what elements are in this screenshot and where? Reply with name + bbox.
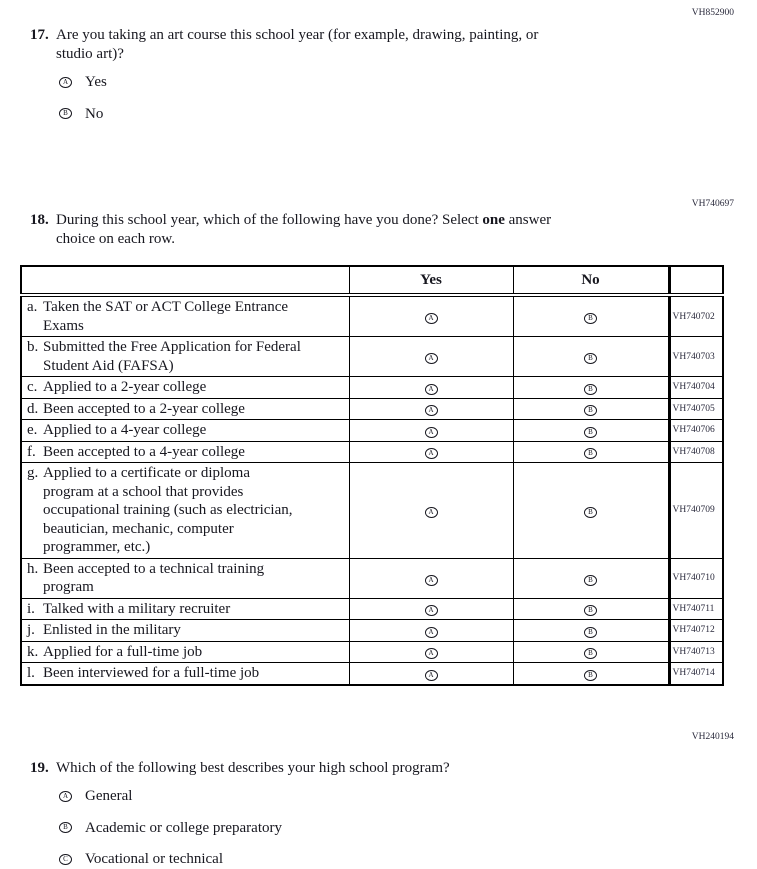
table-row xyxy=(21,641,723,663)
answer-bubble-icon[interactable] xyxy=(59,854,72,865)
answer-option-label: Academic or college preparatory xyxy=(85,819,282,836)
yes-choice-cell xyxy=(349,441,513,463)
row-letter: d. xyxy=(27,400,39,417)
row-item-text: Applied for a full-time job xyxy=(43,643,203,660)
no-choice-cell xyxy=(513,598,669,620)
row-item-code: VH740704 xyxy=(669,377,723,399)
question-18-bold-word: one xyxy=(482,212,505,228)
no-answer-bubble-icon[interactable] xyxy=(584,648,597,659)
no-answer-bubble-icon[interactable] xyxy=(584,670,597,681)
row-letter: j. xyxy=(27,622,35,638)
bubble-letter: A xyxy=(428,354,434,362)
row-item-code: VH740711 xyxy=(669,598,723,620)
code-column-header xyxy=(669,266,723,295)
row-item-cell xyxy=(21,377,349,399)
no-choice-cell xyxy=(513,420,669,442)
no-answer-bubble-icon[interactable] xyxy=(584,575,597,586)
no-answer-bubble-icon[interactable] xyxy=(584,448,597,459)
answer-bubble-icon[interactable] xyxy=(59,791,72,802)
bubble-letter: B xyxy=(588,314,593,322)
no-answer-bubble-icon[interactable] xyxy=(584,405,597,416)
bubble-letter: B xyxy=(588,670,593,679)
answer-bubble-icon[interactable] xyxy=(59,77,72,88)
answer-option xyxy=(59,819,757,838)
row-item-cell xyxy=(21,398,349,420)
yes-column-header: Yes xyxy=(349,266,513,295)
table-row xyxy=(21,420,723,442)
row-item-code: VH740714 xyxy=(669,663,723,685)
no-choice-cell xyxy=(513,398,669,420)
question-18-section xyxy=(0,199,757,686)
table-header-row xyxy=(21,266,723,295)
bubble-letter: C xyxy=(63,854,68,863)
row-item-text: Applied to a certificate or diploma program at a school that provides occupational training (such as electrician, beautician, mechanic, computer programmer, etc.) xyxy=(43,465,293,555)
bubble-letter: B xyxy=(588,449,593,458)
question-19-item-code: VH240194 xyxy=(691,731,734,742)
bubble-letter: B xyxy=(588,427,593,436)
row-item-text: Taken the SAT or ACT College Entrance Exams xyxy=(43,299,289,334)
bubble-letter: B xyxy=(588,606,593,615)
table-row xyxy=(21,337,723,377)
table-row xyxy=(21,295,723,337)
question-17 xyxy=(30,26,757,63)
row-item-text: Applied to a 4-year college xyxy=(43,422,207,438)
no-answer-bubble-icon[interactable] xyxy=(584,384,597,395)
row-item-code: VH740710 xyxy=(669,558,723,598)
yes-answer-bubble-icon[interactable] xyxy=(425,313,438,324)
row-item-text: Been interviewed for a full-time job xyxy=(43,665,260,681)
row-item-code: VH740706 xyxy=(669,420,723,442)
yes-choice-cell xyxy=(349,398,513,420)
row-item-cell xyxy=(21,337,349,377)
bubble-letter: A xyxy=(428,507,434,516)
yes-answer-bubble-icon[interactable] xyxy=(425,670,438,681)
row-letter: a. xyxy=(27,299,38,315)
bubble-letter: A xyxy=(428,427,434,436)
no-choice-cell xyxy=(513,641,669,663)
bubble-letter: B xyxy=(588,507,593,516)
row-item-cell xyxy=(21,420,349,442)
table-row xyxy=(21,663,723,685)
bubble-letter: A xyxy=(428,449,434,458)
bubble-letter: A xyxy=(428,575,434,584)
yes-choice-cell xyxy=(349,641,513,663)
yes-answer-bubble-icon[interactable] xyxy=(425,627,438,638)
row-letter: c. xyxy=(27,379,38,395)
row-item-code: VH740702 xyxy=(669,295,723,337)
yes-answer-bubble-icon[interactable] xyxy=(425,507,438,518)
bubble-letter: A xyxy=(428,384,434,393)
table-row xyxy=(21,377,723,399)
yes-answer-bubble-icon[interactable] xyxy=(425,353,438,364)
question-17-section xyxy=(0,0,757,123)
answer-option-label: Vocational or technical xyxy=(85,851,224,867)
yes-choice-cell xyxy=(349,663,513,685)
answer-option xyxy=(59,105,757,124)
yes-choice-cell xyxy=(349,420,513,442)
row-item-text: Been accepted to a technical training program xyxy=(43,560,265,595)
yes-choice-cell xyxy=(349,295,513,337)
bubble-letter: B xyxy=(588,627,593,636)
no-choice-cell xyxy=(513,295,669,337)
question-18 xyxy=(30,211,757,248)
bubble-letter: A xyxy=(428,649,434,658)
yes-answer-bubble-icon[interactable] xyxy=(425,575,438,586)
question-17-text: Are you taking an art course this school year (for example, drawing, painting, or studio art)? xyxy=(56,27,539,62)
no-answer-bubble-icon[interactable] xyxy=(584,605,597,616)
yes-answer-bubble-icon[interactable] xyxy=(425,405,438,416)
question-19-section xyxy=(0,732,757,869)
question-17-number: 17. xyxy=(30,27,49,43)
yes-choice-cell xyxy=(349,558,513,598)
row-item-code: VH740705 xyxy=(669,398,723,420)
bubble-letter: A xyxy=(428,406,434,415)
yes-choice-cell xyxy=(349,463,513,559)
bubble-letter: A xyxy=(428,606,434,615)
no-choice-cell xyxy=(513,463,669,559)
table-body xyxy=(21,295,723,685)
bubble-letter: B xyxy=(588,406,593,415)
row-letter: b. xyxy=(27,339,39,355)
table-row xyxy=(21,620,723,642)
bubble-letter: A xyxy=(62,791,69,800)
yes-answer-bubble-icon[interactable] xyxy=(425,605,438,616)
row-item-code: VH740712 xyxy=(669,620,723,642)
items-column-header xyxy=(21,266,349,295)
row-item-cell xyxy=(21,463,349,559)
row-item-text: Submitted the Free Application for Federal Student Aid (FAFSA) xyxy=(43,339,301,374)
no-column-header: No xyxy=(513,266,669,295)
row-item-cell xyxy=(21,558,349,598)
question-18-item-code: VH740697 xyxy=(691,199,734,209)
question-19-options xyxy=(59,787,757,869)
table-row xyxy=(21,441,723,463)
row-letter: e. xyxy=(27,422,38,438)
answer-option xyxy=(59,787,757,806)
row-letter: h. xyxy=(27,560,39,577)
yes-answer-bubble-icon[interactable] xyxy=(425,648,438,659)
bubble-letter: B xyxy=(588,354,593,362)
row-item-cell xyxy=(21,620,349,642)
question-19-number: 19. xyxy=(30,759,49,776)
bubble-letter: A xyxy=(428,670,434,679)
question-18-number: 18. xyxy=(30,212,49,228)
row-item-cell xyxy=(21,441,349,463)
question-18-grid-table xyxy=(20,265,724,686)
yes-choice-cell xyxy=(349,620,513,642)
yes-answer-bubble-icon[interactable] xyxy=(425,427,438,438)
bubble-letter: A xyxy=(62,77,69,86)
answer-option-label: Yes xyxy=(85,74,107,90)
bubble-letter: B xyxy=(588,384,593,393)
row-item-cell xyxy=(21,295,349,337)
table-row xyxy=(21,463,723,559)
yes-answer-bubble-icon[interactable] xyxy=(425,384,438,395)
no-choice-cell xyxy=(513,337,669,377)
table-row xyxy=(21,598,723,620)
row-item-cell xyxy=(21,663,349,685)
answer-option-label: General xyxy=(85,788,133,804)
no-answer-bubble-icon[interactable] xyxy=(584,353,597,364)
yes-choice-cell xyxy=(349,598,513,620)
bubble-letter: B xyxy=(588,649,593,658)
row-item-code: VH740709 xyxy=(669,463,723,559)
question-17-item-code: VH852900 xyxy=(691,8,734,18)
question-17-options xyxy=(59,73,757,123)
question-19 xyxy=(30,759,757,778)
table-row xyxy=(21,558,723,598)
row-item-code: VH740703 xyxy=(669,337,723,377)
answer-bubble-icon[interactable] xyxy=(59,108,72,119)
yes-choice-cell xyxy=(349,337,513,377)
row-letter: f. xyxy=(27,443,36,460)
row-item-code: VH740713 xyxy=(669,641,723,663)
answer-option xyxy=(59,850,757,869)
no-choice-cell xyxy=(513,558,669,598)
no-answer-bubble-icon[interactable] xyxy=(584,313,597,324)
no-choice-cell xyxy=(513,620,669,642)
no-answer-bubble-icon[interactable] xyxy=(584,427,597,438)
row-item-code: VH740708 xyxy=(669,441,723,463)
answer-bubble-icon[interactable] xyxy=(59,822,72,833)
bubble-letter: B xyxy=(63,109,68,118)
bubble-letter: B xyxy=(588,575,593,584)
question-18-text: During this school year, which of the following have you done? Select one answer choice on each row. xyxy=(56,212,552,247)
no-choice-cell xyxy=(513,441,669,463)
yes-choice-cell xyxy=(349,377,513,399)
row-item-text: Talked with a military recruiter xyxy=(43,600,231,617)
row-letter: g. xyxy=(27,465,39,481)
row-item-cell xyxy=(21,598,349,620)
row-item-text: Been accepted to a 4-year college xyxy=(43,443,245,460)
answer-option xyxy=(59,73,757,92)
answer-option-label: No xyxy=(85,105,104,122)
no-answer-bubble-icon[interactable] xyxy=(584,627,597,638)
row-item-text: Applied to a 2-year college xyxy=(43,379,207,395)
bubble-letter: A xyxy=(428,314,434,322)
no-choice-cell xyxy=(513,377,669,399)
row-item-text: Been accepted to a 2-year college xyxy=(43,400,245,417)
row-item-text: Enlisted in the military xyxy=(43,622,181,638)
row-letter: k. xyxy=(27,643,39,660)
row-item-cell xyxy=(21,641,349,663)
no-choice-cell xyxy=(513,663,669,685)
yes-answer-bubble-icon[interactable] xyxy=(425,448,438,459)
no-answer-bubble-icon[interactable] xyxy=(584,507,597,518)
row-letter: i. xyxy=(27,600,35,617)
bubble-letter: B xyxy=(63,823,68,832)
bubble-letter: A xyxy=(428,627,434,636)
question-19-text: Which of the following best describes your high school program? xyxy=(56,759,450,776)
row-letter: l. xyxy=(27,665,35,681)
table-row xyxy=(21,398,723,420)
